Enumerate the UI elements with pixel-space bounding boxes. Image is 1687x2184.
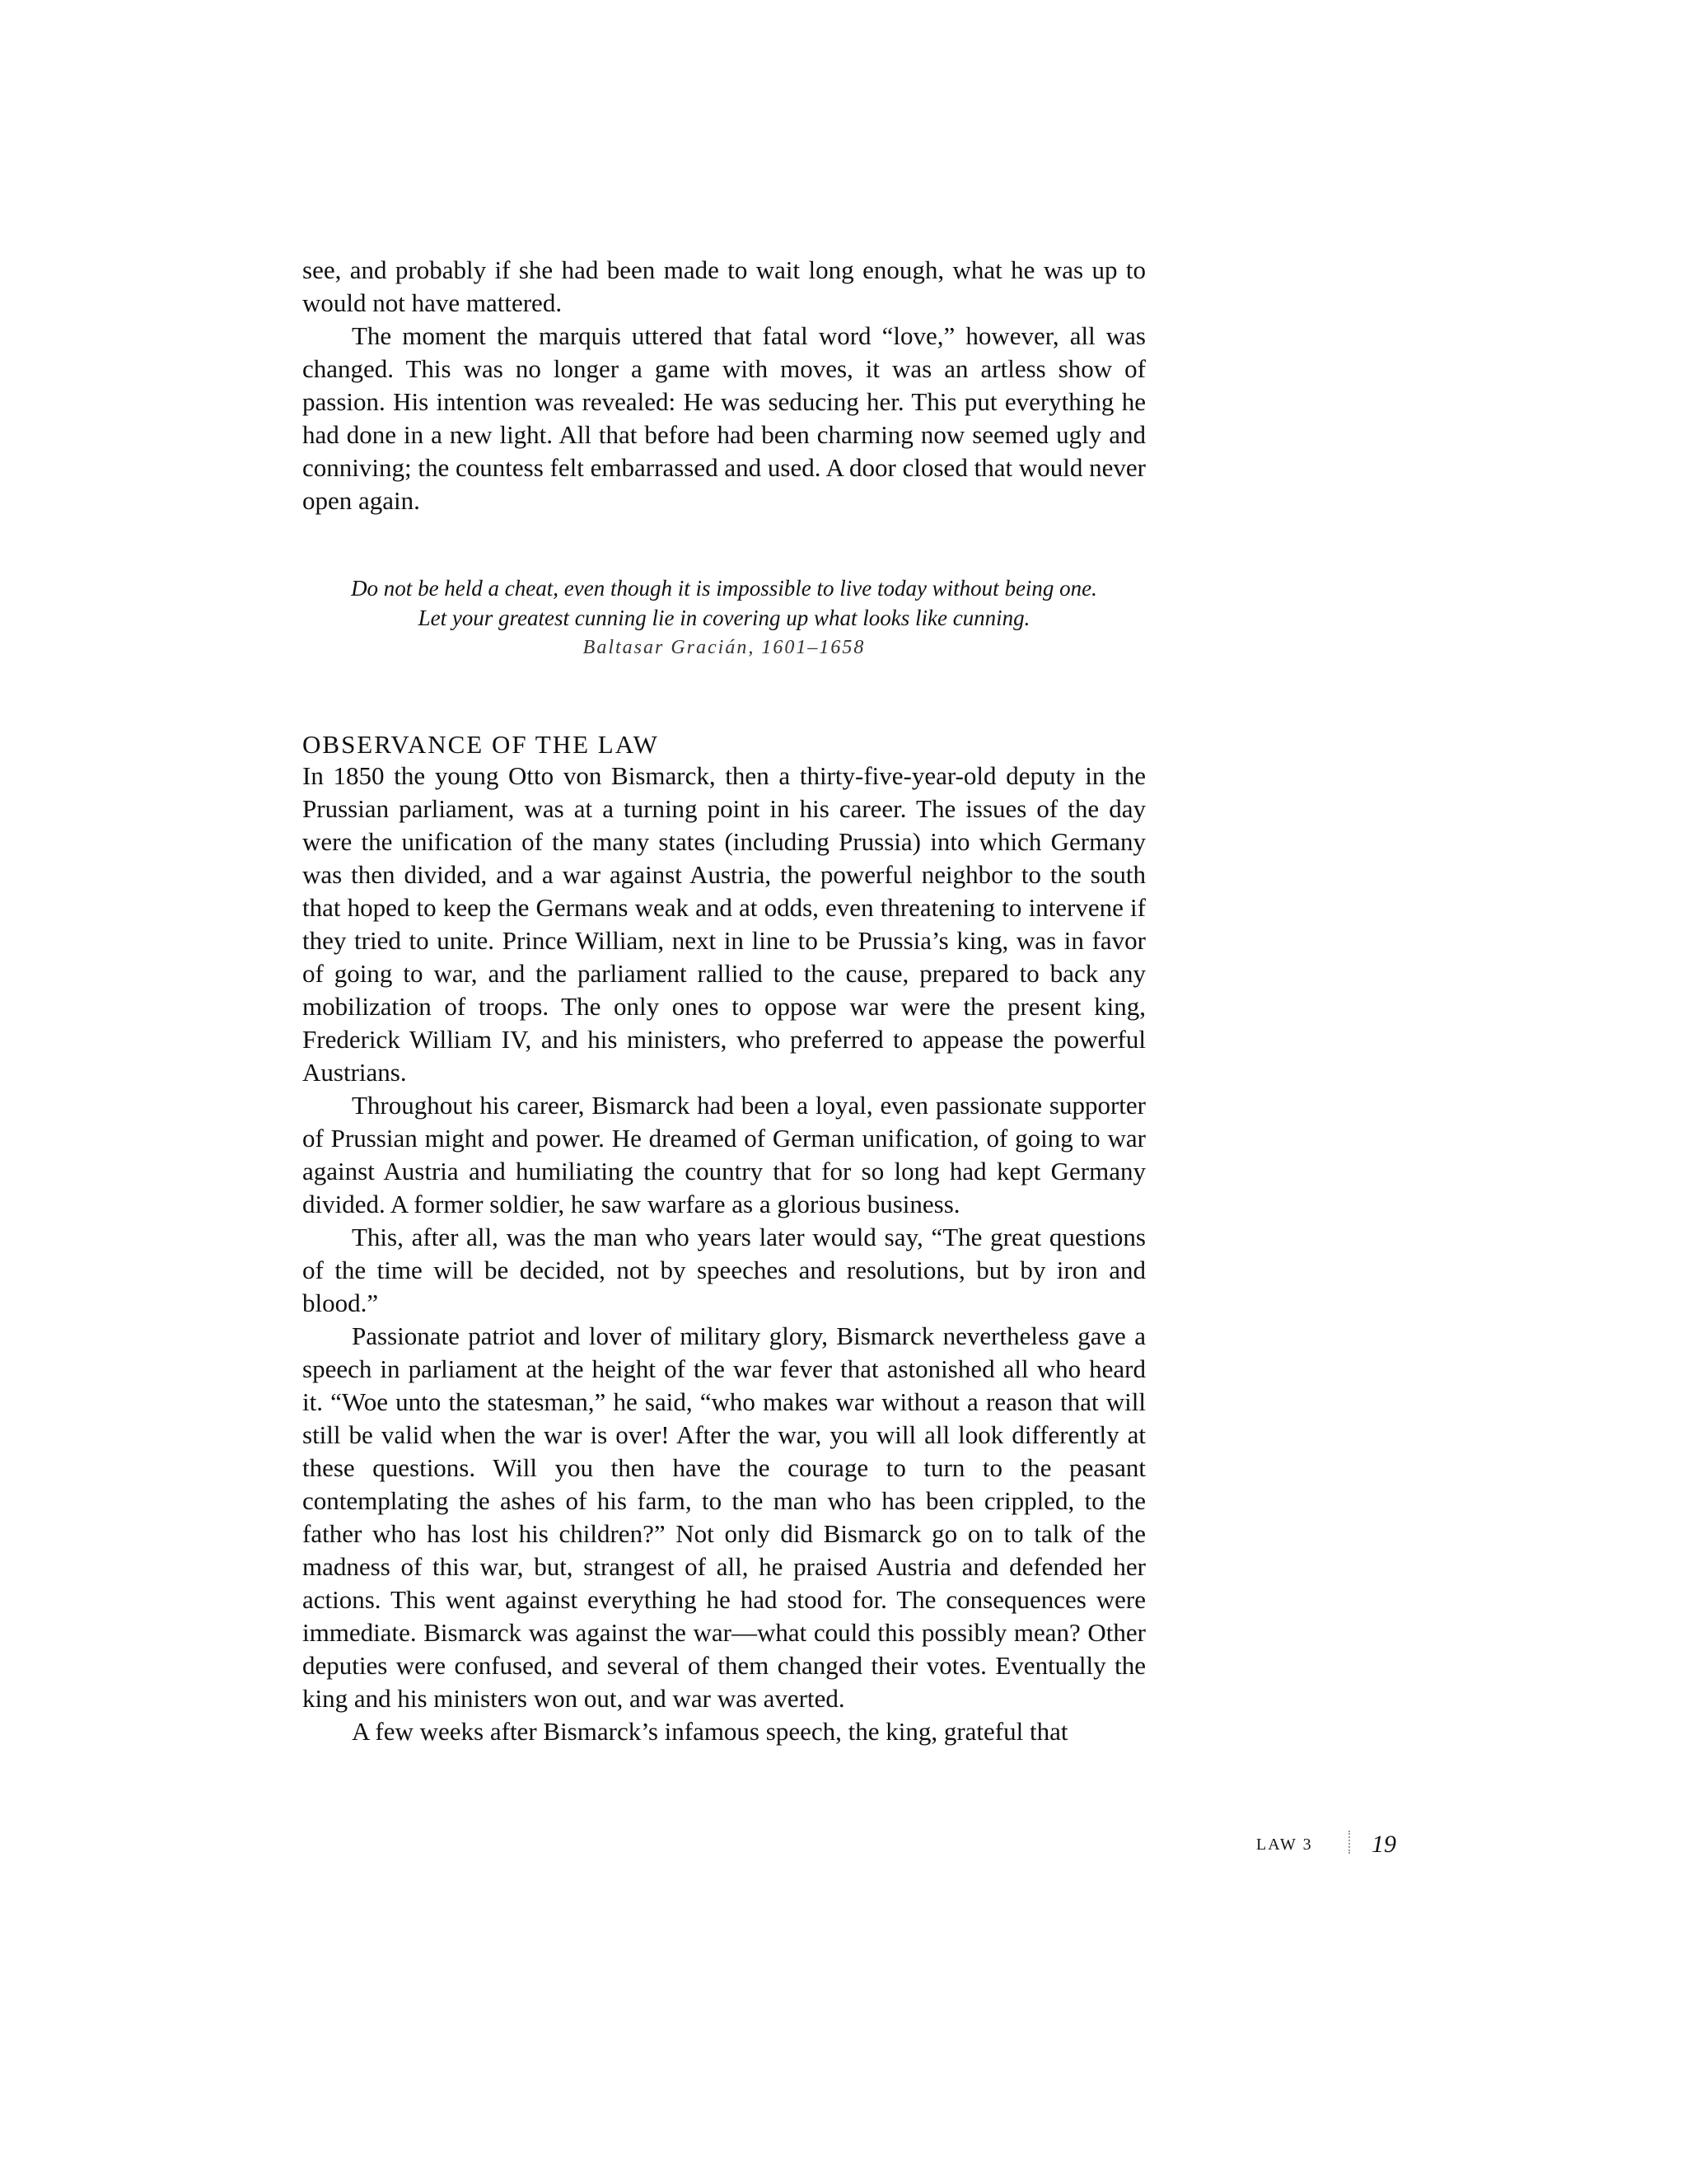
- footer-divider: [1348, 1831, 1350, 1854]
- epigraph-line-2: Let your greatest cunning lie in covering up what looks like cunning.: [418, 606, 1030, 630]
- page-footer: [1256, 1829, 1421, 1862]
- paragraph-bismarck-career: Throughout his career, Bismarck had been a loyal, even passionate supporter of Prussian might and power. He dreamed of German unification, of going to war against Austria and humiliating the country that for so long had kept Germany divided. A former soldier, he saw warfare as a glorious business.: [302, 1091, 1146, 1218]
- paragraph-bismarck-intro: In 1850 the young Otto von Bismarck, then a thirty-five-year-old deputy in the Prussian parliament, was at a turning point in his career. The issues of the day were the unification of the many states (including Prussia) into which Germany was then divided, and a war against Austria, the powerful neighbor to the south that hoped to keep the Germans weak and at odds, even threatening to intervene if they tried to unite. Prince William, next in line to be Prussia’s king, was in favor of going to war, and the parliament rallied to the cause, prepared to back any mobilization of troops. The only ones to oppose war were the present king, Frederick William IV, and his ministers, who preferred to appease the powerful Austrians.: [302, 761, 1146, 1087]
- section-body: [302, 760, 1146, 1748]
- epigraph-attribution: Baltasar Gracián, 1601–1658: [582, 637, 866, 658]
- epigraph-line-1: Do not be held a cheat, even though it is impossible to live today without being one.: [351, 576, 1097, 601]
- paragraph-iron-and-blood: This, after all, was the man who years later would say, “The great questions of the time will be decided, not by speeches and resolutions, but by iron and blood.”: [302, 1223, 1146, 1317]
- section-heading: OBSERVANCE OF THE LAW: [302, 730, 659, 759]
- opening-text: [302, 254, 1146, 517]
- paragraph-speech: Passionate patriot and lover of military glory, Bismarck nevertheless gave a speech in parliament at the height of the war fever that astonished all who heard it. “Woe unto the statesman,” he said, “who makes war without a reason that will still be valid when the war is over! After the war, you will all look differently at these questions. Will you then have the courage to turn to the peasant contemplating the ashes of his farm, to the man who has been crippled, to the father who has lost his children?” Not only did Bismarck go on to talk of the madness of this war, but, strangest of all, he praised Austria and defended her actions. This went against everything he had stood for. The consequences were immediate. Bismarck was against the war—what could this possibly mean? Other deputies were confused, and several of them changed their votes. Eventually the king and his ministers won out, and war was averted.: [302, 1321, 1146, 1713]
- running-head: LAW 3: [1256, 1836, 1313, 1854]
- epigraph-quote: [302, 573, 1146, 662]
- paragraph-continuation: see, and probably if she had been made to wait long enough, what he was up to would not have mattered.: [302, 255, 1146, 317]
- page-number: 19: [1372, 1831, 1396, 1858]
- paragraph-marquis: The moment the marquis uttered that fatal word “love,” however, all was changed. This was no longer a game with moves, it was an artless show of passion. His intention was revealed: He was seducing her. This put everything he had done in a new light. All that before had been charming now seemed ugly and conniving; the countess felt embarrassed and used. A door closed that would never open again.: [302, 321, 1146, 515]
- paragraph-aftermath: A few weeks after Bismarck’s infamous speech, the king, grateful that: [352, 1717, 1068, 1746]
